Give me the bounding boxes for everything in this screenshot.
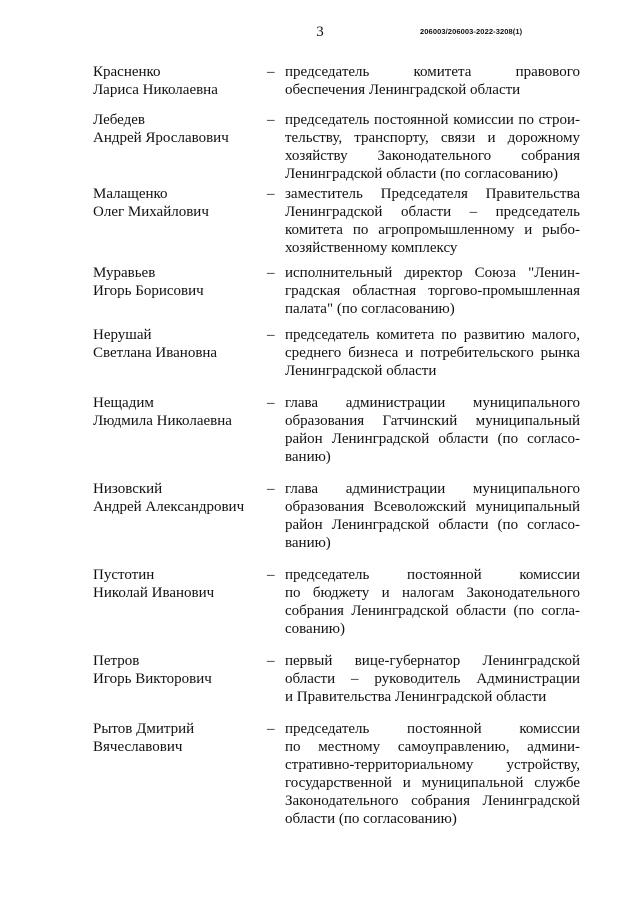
member-position-line: по бюджету и налогам Законодательного bbox=[285, 585, 580, 601]
member-position-line: и Правительства Ленинградской области bbox=[285, 689, 547, 705]
member-name-line: Вячеславович bbox=[93, 739, 183, 755]
member-name-line: Лебедев bbox=[93, 112, 145, 128]
member-position bbox=[285, 720, 580, 828]
entry-dash: – bbox=[267, 653, 275, 669]
member-position-line: глава администрации муниципального bbox=[285, 395, 580, 411]
entry-dash: – bbox=[267, 721, 275, 737]
member-name-line: Николай Иванович bbox=[93, 585, 215, 601]
member-name bbox=[93, 326, 263, 362]
member-position-line: стративно-территориальному устройству, bbox=[285, 757, 580, 773]
member-name-line: Олег Михайлович bbox=[93, 204, 209, 220]
member-name-line: Людмила Николаевна bbox=[93, 413, 232, 429]
page-number: 3 bbox=[316, 24, 324, 40]
member-name-line: Низовский bbox=[93, 481, 163, 497]
member-position-line: заместитель Председателя Правительства bbox=[285, 186, 580, 202]
member-position-line: председатель постоянной комиссии bbox=[285, 721, 580, 737]
member-position-line: Ленинградской области (по согласованию) bbox=[285, 166, 559, 182]
member-position bbox=[285, 111, 580, 183]
member-position-line: председатель комитета по развитию малого, bbox=[285, 327, 580, 343]
member-name-line: Андрей Александрович bbox=[93, 499, 245, 515]
member-name-line: Нерушай bbox=[93, 327, 152, 343]
member-position-line: Ленинградской области – председатель bbox=[285, 204, 580, 220]
member-position bbox=[285, 480, 580, 552]
member-name-line: Светлана Ивановна bbox=[93, 345, 218, 361]
member-position-line: первый вице-губернатор Ленинградской bbox=[285, 653, 580, 669]
member-name bbox=[93, 111, 263, 147]
member-position-line: образования Гатчинский муниципальный bbox=[285, 413, 580, 429]
member-name-line: Малащенко bbox=[93, 186, 168, 202]
member-position-line: тельству, транспорту, связи и дорожному bbox=[285, 130, 580, 146]
member-position-line: хозяйству Законодательного собрания bbox=[285, 148, 580, 164]
entry-dash: – bbox=[267, 186, 275, 202]
member-position-line: области (по согласованию) bbox=[285, 811, 457, 827]
entry-dash: – bbox=[267, 395, 275, 411]
member-position-line: государственной и муниципальной службе bbox=[285, 775, 580, 791]
member-name-line: Игорь Викторович bbox=[93, 671, 212, 687]
member-name bbox=[93, 566, 263, 602]
member-name-line: Андрей Ярославович bbox=[93, 130, 229, 146]
member-name-line: Муравьев bbox=[93, 265, 156, 281]
member-position-line: район Ленинградской области (по согласо- bbox=[285, 517, 580, 533]
member-position-line: председатель комитета правового bbox=[285, 64, 580, 80]
member-position bbox=[285, 264, 580, 318]
entry-dash: – bbox=[267, 64, 275, 80]
member-position-line: ванию) bbox=[285, 449, 331, 465]
member-position-line: Ленинградской области bbox=[285, 363, 437, 379]
entry-dash: – bbox=[267, 265, 275, 281]
entry-dash: – bbox=[267, 481, 275, 497]
member-position-line: градская областная торгово-промышленная bbox=[285, 283, 580, 299]
entry-dash: – bbox=[267, 327, 275, 343]
member-name-line: Игорь Борисович bbox=[93, 283, 204, 299]
member-position bbox=[285, 185, 580, 257]
member-position-line: среднего бизнеса и потребительского рынка bbox=[285, 345, 580, 361]
member-name-line: Лариса Николаевна bbox=[93, 82, 218, 98]
member-name bbox=[93, 394, 263, 430]
member-position-line: палата" (по согласованию) bbox=[285, 301, 455, 317]
member-name bbox=[93, 185, 263, 221]
member-position-line: хозяйственному комплексу bbox=[285, 240, 458, 256]
entry-dash: – bbox=[267, 112, 275, 128]
member-position-line: по местному самоуправлению, админи- bbox=[285, 739, 580, 755]
member-position-line: председатель постоянной комиссии bbox=[285, 567, 580, 583]
member-name bbox=[93, 63, 263, 99]
member-position bbox=[285, 394, 580, 466]
member-position-line: образования Всеволожский муниципальный bbox=[285, 499, 580, 515]
member-position-line: ванию) bbox=[285, 535, 331, 551]
entry-dash: – bbox=[267, 567, 275, 583]
member-position bbox=[285, 652, 580, 706]
member-position-line: обеспечения Ленинградской области bbox=[285, 82, 521, 98]
member-name bbox=[93, 264, 263, 300]
member-position-line: Законодательного собрания Ленинградской bbox=[285, 793, 580, 809]
member-position-line: сованию) bbox=[285, 621, 345, 637]
member-position-line: собрания Ленинградской области (по согла- bbox=[285, 603, 580, 619]
member-position bbox=[285, 566, 580, 638]
member-name-line: Петров bbox=[93, 653, 140, 669]
member-position-line: район Ленинградской области (по согласо- bbox=[285, 431, 580, 447]
member-name-line: Нещадим bbox=[93, 395, 154, 411]
member-name bbox=[93, 652, 263, 688]
member-name-line: Рытов Дмитрий bbox=[93, 721, 195, 737]
member-position bbox=[285, 326, 580, 380]
member-name-line: Красненко bbox=[93, 64, 161, 80]
member-position-line: области – руководитель Администрации bbox=[285, 671, 580, 687]
member-position-line: исполнительный директор Союза "Ленин- bbox=[285, 265, 580, 281]
member-name bbox=[93, 480, 263, 516]
document-code: 206003/206003-2022-3208(1) bbox=[420, 27, 523, 36]
member-name bbox=[93, 720, 263, 756]
member-position-line: глава администрации муниципального bbox=[285, 481, 580, 497]
member-position-line: председатель постоянной комиссии по строи- bbox=[285, 112, 580, 128]
member-name-line: Пустотин bbox=[93, 567, 155, 583]
member-position bbox=[285, 63, 580, 99]
member-position-line: комитета по агропромышленному и рыбо- bbox=[285, 222, 580, 238]
